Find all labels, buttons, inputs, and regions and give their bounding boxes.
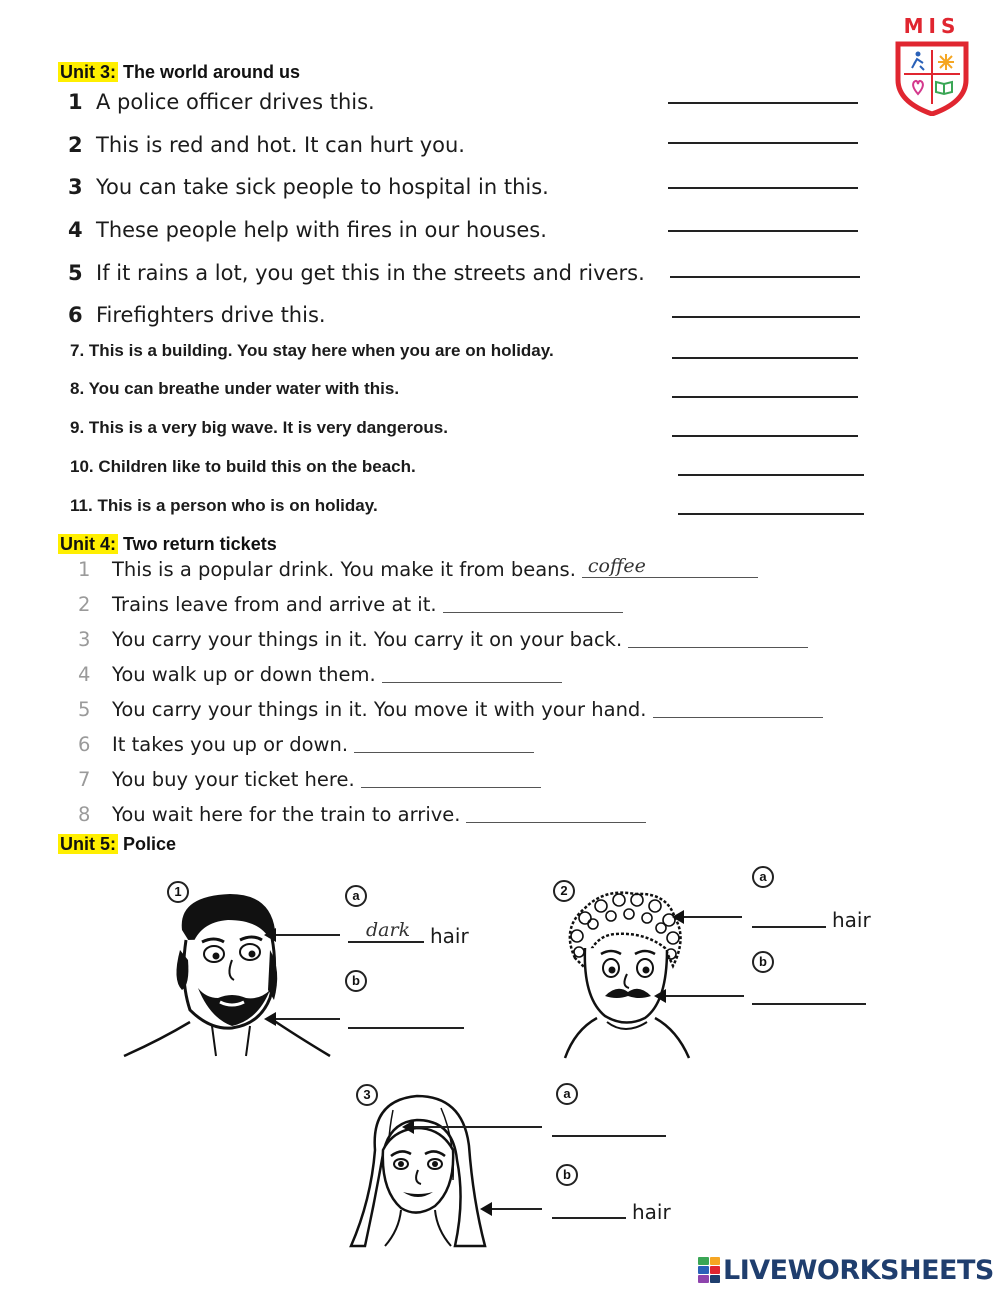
unit3-question-9: 9. This is a very big wave. It is very dangerous. [70,418,448,437]
answer-line-u4-1[interactable] [582,555,758,578]
person-2-a-label: a [752,866,774,888]
person-2-number: 2 [553,880,575,902]
liveworksheets-logo [698,1254,994,1286]
person-1-number: 1 [167,881,189,903]
unit5-tag: Unit 5: [60,834,116,854]
unit4-question-6: 6 It takes you up or down. [78,733,534,756]
unit4-question-2: 2 Trains leave from and arrive at it. [78,593,623,616]
arrow-shaft-1b [272,1018,340,1020]
answer-dark: dark [366,919,411,941]
arrow-shaft-2b [662,995,744,997]
arrow-head-icon [402,1120,414,1134]
unit3-question-3: 3 You can take sick people to hospital in this. [68,175,549,199]
person-3-b-label: b [556,1164,578,1186]
unit4-question-8: 8 You wait here for the train to arrive. [78,803,646,826]
answer-line-u4-3[interactable] [628,647,808,648]
answer-line-u3-3[interactable] [668,187,858,189]
answer-line-u3-4[interactable] [668,230,858,232]
unit3-title: The world around us [123,62,301,82]
arrow-head-icon [480,1202,492,1216]
answer-line-u3-7[interactable] [672,357,858,359]
answer-line-u3-1[interactable] [668,102,858,104]
answer-line-u3-10[interactable] [678,474,864,476]
arrow-head-icon [264,1012,276,1026]
unit4-question-1: 1 This is a popular drink. You make it from beans. coffee [78,558,758,581]
unit4-question-3: 3 You carry your things in it. You carry it on your back. [78,628,808,651]
arrow-shaft-3a [410,1126,542,1128]
person-1-b-label: b [345,970,367,992]
unit4-title: Two return tickets [123,534,277,554]
arrow-head-icon [654,989,666,1003]
unit5-heading [58,834,176,855]
answer-line-p2-b[interactable] [752,1003,866,1005]
unit5-title: Police [123,834,177,854]
unit3-tag: Unit 3: [60,62,116,82]
unit3-question-1: 1 A police officer drives this. [68,90,375,114]
liveworksheets-brand: LIVEWORKSHEETS [723,1254,994,1286]
answer-line-u3-5[interactable] [670,276,860,278]
shield-icon [894,40,970,116]
arrow-head-icon [264,928,276,942]
answer-line-u4-5[interactable] [653,717,823,718]
answer-line-u4-4[interactable] [382,682,562,683]
unit4-question-7: 7 You buy your ticket here. [78,768,541,791]
unit4-tag: Unit 4: [60,534,116,554]
arrow-shaft-2a [680,916,742,918]
answer-line-u3-2[interactable] [668,142,858,144]
answer-line-u4-8[interactable] [466,822,646,823]
person-2-b-label: b [752,951,774,973]
arrow-shaft-3b [488,1208,542,1210]
answer-line-u4-7[interactable] [361,787,541,788]
answer-line-u3-9[interactable] [672,435,858,437]
school-logo [890,14,974,118]
arrow-head-icon [672,910,684,924]
person-3-long-haired-woman-illustration [345,1090,495,1250]
unit4-question-4: 4 You walk up or down them. [78,663,562,686]
logo-text: MIS [903,14,961,38]
answer-line-u3-6[interactable] [672,316,860,318]
unit3-question-4: 4 These people help with fires in our houses. [68,218,547,242]
person-3-number: 3 [356,1084,378,1106]
answer-line-u3-11[interactable] [678,513,864,515]
unit3-question-2: 2 This is red and hot. It can hurt you. [68,133,465,157]
unit3-heading [58,62,300,83]
answer-line-u4-6[interactable] [354,752,534,753]
unit4-heading [58,534,277,555]
hair-label-p2-a: hair [832,908,871,932]
unit3-question-10: 10. Children like to build this on the beach. [70,457,416,476]
hair-label-p3-b: hair [632,1200,671,1224]
unit3-question-5: 5 If it rains a lot, you get this in the streets and rivers. [68,261,645,285]
answer-line-u3-8[interactable] [672,396,858,398]
person-3-a-label: a [556,1083,578,1105]
hair-label-p1-a: hair [430,924,469,948]
arrow-shaft-1a [272,934,340,936]
answer-line-u4-2[interactable] [443,612,623,613]
answer-coffee: coffee [587,555,646,577]
answer-line-p3-b[interactable] [552,1217,626,1219]
unit3-question-11: 11. This is a person who is on holiday. [70,496,378,515]
unit3-question-7: 7. This is a building. You stay here when you are on holiday. [70,341,554,360]
unit3-question-6: 6 Firefighters drive this. [68,303,326,327]
person-1-bearded-man-illustration [120,890,350,1060]
person-1-a-label: a [345,885,367,907]
liveworksheets-icon [698,1257,720,1283]
answer-line-p1-a[interactable] [348,941,424,943]
answer-line-p1-b[interactable] [348,1027,464,1029]
unit4-question-5: 5 You carry your things in it. You move it with your hand. [78,698,823,721]
answer-line-p3-a[interactable] [552,1135,666,1137]
unit3-question-8: 8. You can breathe under water with this. [70,379,400,398]
answer-line-p2-a[interactable] [752,926,826,928]
